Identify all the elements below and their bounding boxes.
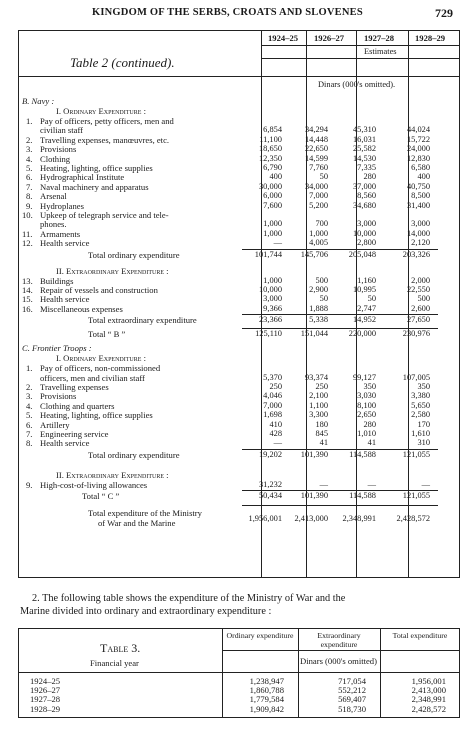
cell-value: 41 xyxy=(367,438,376,448)
item-label: Buildings xyxy=(40,275,74,286)
cell-value: 93,374 xyxy=(304,372,328,382)
item-label: Health service xyxy=(40,238,90,249)
cell-value: 9,366 xyxy=(263,303,282,313)
item-number: 9. xyxy=(26,479,33,490)
item-label: Clothing xyxy=(40,153,71,164)
running-head: KINGDOM OF THE SERBS, CROATS AND SLOVENES xyxy=(92,7,363,18)
cell-value: 2,000 xyxy=(411,275,430,285)
table-row xyxy=(22,304,458,314)
cell-value: 7,000 xyxy=(263,400,282,410)
section-frontier-text: C. Frontier Troops : xyxy=(22,343,92,354)
cell-value: 1,100 xyxy=(309,400,328,410)
cell-value: 2,650 xyxy=(357,410,376,420)
cell-value: 31,400 xyxy=(406,200,430,210)
table-2-title: Table 2 (continued). xyxy=(70,55,175,70)
item-number: 5. xyxy=(26,163,33,173)
year-cell: 1927–28 xyxy=(30,694,61,705)
cell-value: 50 xyxy=(367,294,376,304)
cell-value: 1,000 xyxy=(263,275,282,285)
cell-value: 3,000 xyxy=(411,219,430,229)
cell-value: 50 xyxy=(319,294,328,304)
cell-value: 12,350 xyxy=(258,153,282,163)
navy-ordinary-heading-text: I. Ordinary Expenditure : xyxy=(56,106,146,116)
item-label: Pay of officers, petty officers, men and xyxy=(40,116,174,126)
item-label: Provisions xyxy=(40,144,77,155)
cell-value: 45,310 xyxy=(352,125,376,135)
cell-value: 14,000 xyxy=(406,228,430,238)
table-row xyxy=(22,238,458,248)
item-label: Artillery xyxy=(40,419,70,430)
item-number: 9. xyxy=(26,200,33,211)
cell-value: 1,000 xyxy=(263,219,282,229)
item-number: 2. xyxy=(26,134,33,145)
item-number: 6. xyxy=(26,172,33,183)
table-3-col-extraordinary: Extraordinary expenditure xyxy=(317,631,361,649)
cell-value: 1,238,947 xyxy=(249,676,284,686)
frontier-ordinary-total xyxy=(22,450,458,460)
cell-value: 8,560 xyxy=(357,191,376,201)
cell-value: 24,000 xyxy=(406,144,430,154)
item-label: Arsenal xyxy=(40,191,67,202)
cell-value: 2,900 xyxy=(309,285,328,294)
cell-value: 310 xyxy=(417,438,430,448)
navy-total-b xyxy=(22,329,458,339)
total-label: Total “ B ” xyxy=(88,329,126,340)
cell-value: 500 xyxy=(315,275,328,285)
item-number: 14. xyxy=(22,285,33,295)
cell-value: 14,448 xyxy=(304,134,328,144)
cell-value: 12,830 xyxy=(406,153,430,163)
item-label: officers, men and civilian staff xyxy=(40,372,145,383)
item-label: Travelling expenses, manœuvres, etc. xyxy=(40,134,170,145)
cell-value: 2,120 xyxy=(411,238,430,248)
cell-value: 3,380 xyxy=(411,391,430,401)
total-value: 145,706 xyxy=(300,249,328,259)
total-value: 101,390 xyxy=(300,491,328,501)
item-label: Health service xyxy=(40,438,90,449)
item-number: 12. xyxy=(22,238,33,249)
cell-value: 400 xyxy=(417,172,430,182)
cell-value: 845 xyxy=(315,429,328,438)
cell-value: 5,370 xyxy=(263,372,282,382)
cell-value: 6,000 xyxy=(263,191,282,201)
year-header-1: 1924–25 xyxy=(268,33,299,43)
section-navy-text: B. Navy : xyxy=(22,96,55,106)
item-number: 10. xyxy=(22,210,33,220)
total-value: 114,588 xyxy=(349,449,376,459)
total-value: 101,744 xyxy=(254,249,282,259)
item-label: Provisions xyxy=(40,391,77,402)
item-label: Miscellaneous expenses xyxy=(40,303,123,314)
grand-total-value: 2,413,000 xyxy=(294,514,328,524)
table-row xyxy=(0,694,472,703)
total-value: 5,338 xyxy=(309,315,328,325)
cell-value: — xyxy=(319,479,328,489)
cell-value: — xyxy=(273,238,282,248)
estimates-label: Estimates xyxy=(364,47,397,56)
cell-value: 552,212 xyxy=(338,685,366,696)
item-label: Upkeep of telegraph service and tele- xyxy=(40,210,169,220)
cell-value: 1,000 xyxy=(263,228,282,238)
cell-value: 15,722 xyxy=(406,134,430,144)
total-value: 205,048 xyxy=(348,249,376,259)
navy-extra-total xyxy=(22,315,458,325)
item-label: Health service xyxy=(40,294,90,305)
item-number: 7. xyxy=(26,429,33,439)
section-navy xyxy=(22,96,458,106)
total-value: 151,044 xyxy=(300,329,328,339)
total-value: 121,055 xyxy=(402,449,430,459)
cell-value: 8,500 xyxy=(411,191,430,201)
grand-total-value: 2,348,991 xyxy=(342,514,376,524)
cell-value: 6,580 xyxy=(411,163,430,172)
item-label: Clothing and quarters xyxy=(40,400,115,411)
cell-value: 4,046 xyxy=(263,391,282,401)
cell-value: 1,909,842 xyxy=(249,703,284,714)
total-value: 121,055 xyxy=(402,491,430,501)
frontier-extra-heading xyxy=(22,470,458,480)
year-header-4: 1928–29 xyxy=(415,33,446,43)
item-label: Repair of vessels and construction xyxy=(40,285,158,295)
cell-value: 280 xyxy=(363,172,376,182)
cell-value: 7,600 xyxy=(263,200,282,210)
cell-value: 1,860,788 xyxy=(249,685,284,696)
table-row xyxy=(0,704,472,713)
cell-value: 10,000 xyxy=(258,285,282,294)
year-header-2: 1926–27 xyxy=(314,33,345,43)
item-number: 8. xyxy=(26,438,33,449)
total-value: 114,588 xyxy=(349,491,376,501)
cell-value: 518,730 xyxy=(338,703,366,714)
total-value: 14,952 xyxy=(352,315,376,325)
cell-value: — xyxy=(421,479,430,489)
cell-value: — xyxy=(273,438,282,448)
item-number: 3. xyxy=(26,144,33,155)
cell-value: 10,995 xyxy=(352,285,376,294)
cell-value: 250 xyxy=(269,382,282,391)
item-label: civilian staff xyxy=(40,125,84,136)
table-3-unit-label: Dinars (000's omitted) xyxy=(300,656,377,666)
table-row xyxy=(22,438,458,448)
navy-extra-heading-text: II. Extraordinary Expenditure : xyxy=(56,265,169,276)
cell-value: 50 xyxy=(319,172,328,182)
grand-total-label-1: Total expenditure of the Ministry xyxy=(88,508,202,519)
cell-value: 250 xyxy=(315,382,328,391)
frontier-total-c xyxy=(22,491,458,501)
item-number: 4. xyxy=(26,400,33,411)
grand-total-value: 1,956,001 xyxy=(248,514,282,524)
section-frontier xyxy=(22,343,458,353)
year-cell: 1928–29 xyxy=(30,703,61,714)
item-number: 8. xyxy=(26,191,33,202)
item-label: Pay of officers, non-commissioned xyxy=(40,363,161,374)
cell-value: 717,054 xyxy=(338,676,366,686)
cell-value: 1,610 xyxy=(411,429,430,438)
cell-value: 99,127 xyxy=(352,372,376,382)
cell-value: 6,854 xyxy=(263,125,282,135)
item-number: 1. xyxy=(26,116,33,126)
cell-value: 700 xyxy=(315,219,328,229)
grand-total-value: 2,428,572 xyxy=(396,514,430,524)
item-number: 15. xyxy=(22,294,33,305)
table-row xyxy=(22,480,458,490)
total-value: 27,650 xyxy=(406,315,430,325)
cell-value: 428 xyxy=(269,429,282,438)
cell-value: 400 xyxy=(269,172,282,182)
cell-value: 1,779,584 xyxy=(249,694,284,705)
cell-value: 40,750 xyxy=(406,181,430,191)
financial-year-label: Financial year xyxy=(90,658,139,668)
total-label: Total ordinary expenditure xyxy=(88,249,180,260)
total-value: 230,976 xyxy=(402,329,430,339)
cell-value: 2,348,991 xyxy=(411,694,446,705)
cell-value: 1,010 xyxy=(357,429,376,438)
cell-value: 2,580 xyxy=(411,410,430,420)
cell-value: 170 xyxy=(417,419,430,429)
grand-total-rule xyxy=(242,505,438,506)
item-label: High-cost-of-living allowances xyxy=(40,479,148,490)
cell-value: 22,650 xyxy=(304,144,328,154)
cell-value: 2,413,000 xyxy=(411,685,446,696)
cell-value: 350 xyxy=(417,382,430,391)
item-number: 13. xyxy=(22,275,33,286)
item-number: 7. xyxy=(26,181,33,192)
total-value: 23,366 xyxy=(258,315,282,325)
cell-value: 350 xyxy=(363,382,376,391)
item-number: 16. xyxy=(22,303,33,314)
year-cell: 1926–27 xyxy=(30,685,61,696)
cell-value: 3,030 xyxy=(357,391,376,401)
table-3-title: Table 3. xyxy=(100,641,141,655)
cell-value: 30,000 xyxy=(258,181,282,191)
cell-value: 7,335 xyxy=(357,163,376,172)
total-value: 125,110 xyxy=(255,329,282,339)
item-label: Hydrographical Institute xyxy=(40,172,125,183)
grand-total-row xyxy=(22,508,458,528)
frontier-ordinary-heading-text: I. Ordinary Expenditure : xyxy=(56,353,146,364)
year-header-3: 1927–28 xyxy=(364,33,395,43)
navy-ordinary-total xyxy=(22,250,458,260)
cell-value: 11,100 xyxy=(259,134,282,144)
item-label: Heating, lighting, office supplies xyxy=(40,410,153,421)
cell-value: 34,294 xyxy=(304,125,328,135)
total-value: 203,326 xyxy=(402,249,430,259)
navy-extra-heading xyxy=(22,266,458,276)
frontier-ordinary-heading xyxy=(22,353,458,363)
cell-value: 18,650 xyxy=(258,144,282,154)
paragraph-line-1: 2. The following table shows the expenditure of the Ministry of War and the xyxy=(32,593,346,604)
cell-value: 1,698 xyxy=(263,410,282,420)
cell-value: 1,956,001 xyxy=(411,676,446,686)
grand-total-label-2: of War and the Marine xyxy=(98,518,176,529)
cell-value: 2,800 xyxy=(357,238,376,248)
cell-value: 3,000 xyxy=(263,294,282,304)
navy-ordinary-heading xyxy=(22,106,458,116)
table-row xyxy=(0,685,472,694)
cell-value: 41 xyxy=(319,438,328,448)
cell-value: 1,160 xyxy=(357,275,376,285)
cell-value: 31,232 xyxy=(258,479,282,489)
table-3-col-total: Total expenditure xyxy=(392,631,448,640)
item-number: 1. xyxy=(26,363,33,374)
unit-label: Dinars (000's omitted). xyxy=(318,80,396,89)
cell-value: 34,680 xyxy=(352,200,376,210)
cell-value: 1,888 xyxy=(309,303,328,313)
cell-value: 7,760 xyxy=(309,163,328,172)
total-value: 50,434 xyxy=(258,491,282,501)
item-number: 5. xyxy=(26,410,33,421)
cell-value: 10,000 xyxy=(352,228,376,238)
table-row xyxy=(0,676,472,685)
cell-value: 280 xyxy=(363,419,376,429)
item-label: Armaments xyxy=(40,228,81,239)
cell-value: 2,747 xyxy=(357,303,376,313)
cell-value: 2,428,572 xyxy=(411,703,446,714)
item-number: 2. xyxy=(26,382,33,392)
cell-value: 14,530 xyxy=(352,153,376,163)
cell-value: 500 xyxy=(417,294,430,304)
item-label: Heating, lighting, office supplies xyxy=(40,163,153,173)
table-3-col-ordinary: Ordinary expenditure xyxy=(226,631,294,640)
cell-value: 5,650 xyxy=(411,400,430,410)
cell-value: 8,100 xyxy=(357,400,376,410)
cell-value: 107,005 xyxy=(402,372,430,382)
frontier-extra-heading-text: II. Extraordinary Expenditure : xyxy=(56,469,169,480)
cell-value: 5,200 xyxy=(309,200,328,210)
cell-value: 4,005 xyxy=(309,238,328,248)
item-number: 11. xyxy=(22,228,33,239)
cell-value: 44,024 xyxy=(406,125,430,135)
total-value: 19,202 xyxy=(258,449,282,459)
item-label: Hydroplanes xyxy=(40,200,84,211)
total-value: 101,390 xyxy=(300,449,328,459)
cell-value: 34,000 xyxy=(304,181,328,191)
cell-value: 410 xyxy=(269,419,282,429)
item-number: 6. xyxy=(26,419,33,430)
cell-value: 6,790 xyxy=(263,163,282,172)
total-value: 220,000 xyxy=(348,329,376,339)
cell-value: 1,000 xyxy=(309,228,328,238)
cell-value: 3,000 xyxy=(357,219,376,229)
item-label: phones. xyxy=(40,219,67,230)
cell-value: 37,000 xyxy=(352,181,376,191)
total-label: Total extraordinary expenditure xyxy=(88,315,197,326)
cell-value: 25,582 xyxy=(352,144,376,154)
cell-value: 3,300 xyxy=(309,410,328,420)
page-number: 729 xyxy=(435,6,453,20)
item-label: Engineering service xyxy=(40,429,109,439)
total-label: Total ordinary expenditure xyxy=(88,449,180,460)
item-number: 4. xyxy=(26,153,33,164)
cell-value: 180 xyxy=(315,419,328,429)
item-label: Naval machinery and apparatus xyxy=(40,181,149,192)
cell-value: 2,600 xyxy=(411,303,430,313)
paragraph-line-2: Marine divided into ordinary and extraordinary expenditure : xyxy=(20,606,272,617)
year-cell: 1924–25 xyxy=(30,676,61,686)
cell-value: 22,550 xyxy=(406,285,430,294)
cell-value: 16,031 xyxy=(352,134,376,144)
item-label: Travelling expenses xyxy=(40,382,109,392)
cell-value: 14,599 xyxy=(304,153,328,163)
item-number: 3. xyxy=(26,391,33,402)
total-label: Total “ C ” xyxy=(82,491,120,502)
cell-value: 569,407 xyxy=(338,694,366,705)
cell-value: 7,000 xyxy=(309,191,328,201)
cell-value: 2,100 xyxy=(309,391,328,401)
cell-value: — xyxy=(367,479,376,489)
